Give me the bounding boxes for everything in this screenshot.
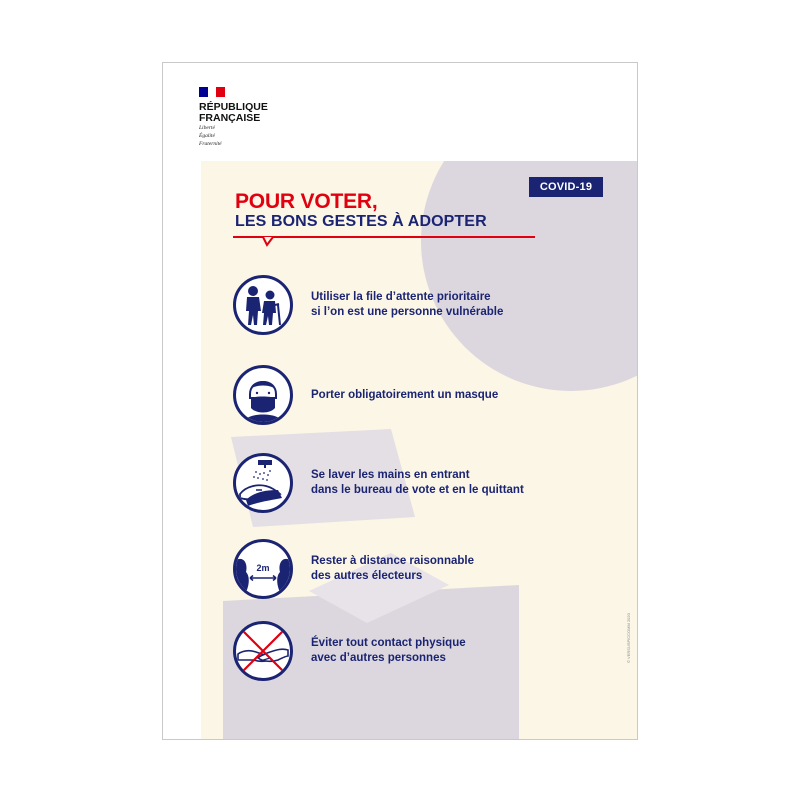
hand-washing-icon (233, 453, 293, 513)
gesture-distance (233, 539, 551, 599)
gesture-5-line2: avec d’autres personnes (311, 652, 446, 664)
covid-badge: COVID-19 (529, 177, 603, 197)
gesture-no-contact-text (311, 636, 551, 666)
gesture-distance-text (311, 554, 551, 584)
title-block (235, 191, 487, 231)
gesture-3-line2: dans le bureau de vote et en le quittant (311, 484, 524, 496)
title-line2: LES BONS GESTES À ADOPTER (235, 213, 487, 230)
gesture-hand-washing-text (311, 468, 551, 498)
republique-label: RÉPUBLIQUE (199, 101, 268, 113)
poster-sheet (162, 62, 638, 740)
priority-queue-icon (233, 275, 293, 335)
french-flag-icon (199, 87, 225, 97)
face-mask-icon (233, 365, 293, 425)
gesture-4-line1: Rester à distance raisonnable (311, 555, 474, 567)
gesture-1-line2: si l’on est une personne vulnérable (311, 306, 504, 318)
francaise-label: FRANÇAISE (199, 111, 261, 124)
title-line1: POUR VOTER, (235, 190, 378, 213)
distance-label: 2m (256, 563, 270, 573)
gesture-5-line1: Éviter tout contact physique (311, 637, 466, 649)
motto-fraternite: Fraternité (199, 141, 222, 147)
gesture-priority-queue (233, 275, 551, 335)
republique-francaise-logo (199, 87, 268, 147)
gesture-face-mask (233, 365, 551, 425)
gesture-no-contact (233, 621, 551, 681)
no-handshake-icon (233, 621, 293, 681)
gesture-face-mask-text (311, 388, 551, 403)
gesture-4-line2: des autres électeurs (311, 570, 423, 582)
gesture-2-line1: Porter obligatoirement un masque (311, 388, 499, 401)
motto-egalite: Égalité (199, 133, 215, 139)
distance-icon (233, 539, 293, 599)
gesture-1-line1: Utiliser la file d’attente prioritaire (311, 291, 491, 303)
gesture-priority-queue-text (311, 290, 551, 320)
motto-liberte: Liberté (199, 125, 215, 131)
gesture-3-line1: Se laver les mains en entrant (311, 469, 470, 481)
gesture-hand-washing (233, 453, 551, 513)
speech-underline-icon (233, 233, 543, 247)
copyright-credit: © VERSUSPICCOMM 2020 (626, 613, 631, 663)
